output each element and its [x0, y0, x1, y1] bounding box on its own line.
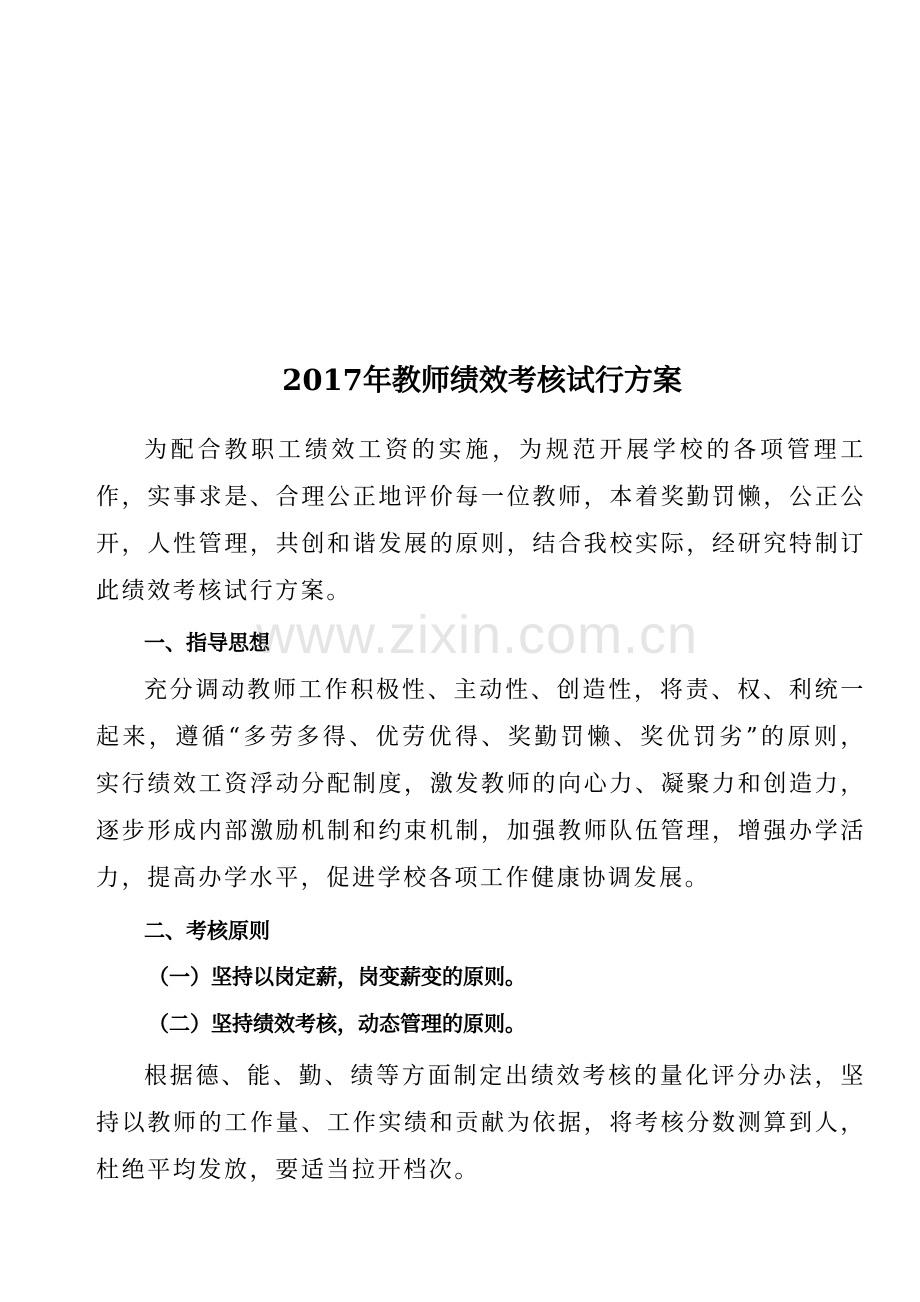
- section-2-paragraph: 根据德、能、勤、绩等方面制定出绩效考核的量化评分办法，坚持以教师的工作量、工作实绩和贡献为依据，将考核分数测算到人，杜绝平均发放，要适当拉开档次。: [96, 1063, 866, 1183]
- section-2-sub-1: [96, 954, 866, 1001]
- section-2-subheading-1: （一）坚持以岗定薪，岗变薪变的原则。: [148, 965, 526, 989]
- watermark: www.zixin.com.cn: [256, 605, 699, 665]
- section-1-body: [96, 667, 866, 902]
- section-1: [96, 620, 866, 667]
- intro-paragraph: 为配合教职工绩效工资的实施，为规范开展学校的各项管理工作，实事求是、合理公正地评价每一位教师，本着奖勤罚懒，公正公开，人性管理，共创和谐发展的原则，结合我校实际，经研究特制订此绩效考核试行方案。: [96, 437, 866, 604]
- section-2-sub-2: [96, 1001, 866, 1048]
- intro-block: [96, 427, 866, 615]
- section-2-heading: 二、考核原则: [144, 919, 270, 943]
- section-2-body: [96, 1053, 866, 1194]
- document-title: 2017年教师绩效考核试行方案: [282, 363, 682, 397]
- section-2: [96, 908, 866, 955]
- section-1-heading: 一、指导思想: [144, 631, 270, 655]
- section-1-paragraph: 充分调动教师工作积极性、主动性、创造性，将责、权、利统一起来，遵循“多劳多得、优劳优得、奖勤罚懒、奖优罚劣”的原则，实行绩效工资浮动分配制度，激发教师的向心力、凝聚力和创造力，逐步形成内部激励机制和约束机制，加强教师队伍管理，增强办学活力，提高办学水平，促进学校各项工作健康协调发展。: [96, 677, 866, 891]
- section-2-subheading-2: （二）坚持绩效考核，动态管理的原则。: [148, 1012, 526, 1036]
